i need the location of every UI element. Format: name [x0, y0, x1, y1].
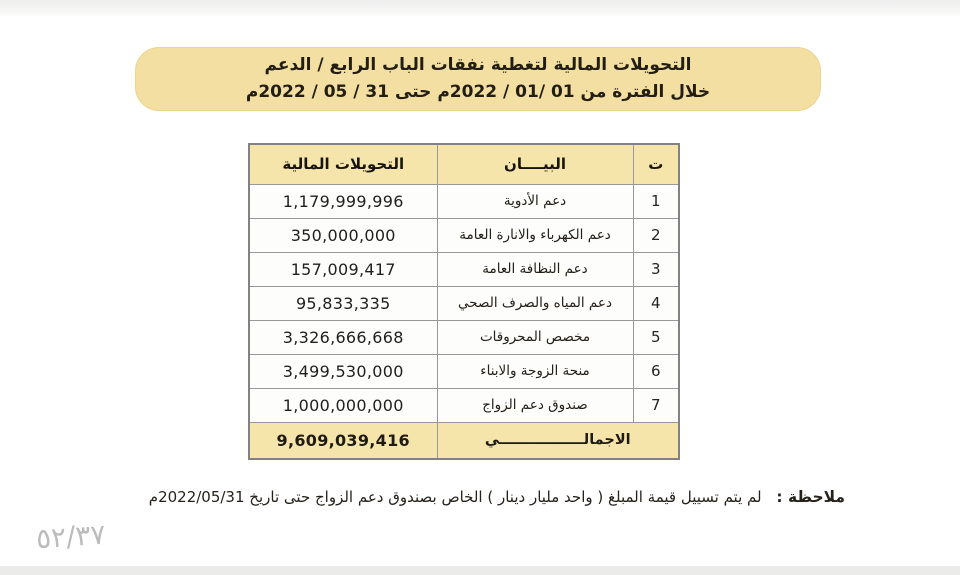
header-serial: ت	[633, 144, 679, 184]
row-serial: 3	[633, 252, 679, 286]
handwritten-page-number: ٥٢/٣٧	[34, 517, 107, 556]
table-row	[249, 320, 679, 354]
row-serial: 5	[633, 320, 679, 354]
report-title-banner	[135, 47, 821, 111]
footnote-label: ملاحظة :	[776, 488, 845, 506]
table-row	[249, 286, 679, 320]
row-description: مخصص المحروقات	[437, 320, 633, 354]
row-amount: 157,009,417	[249, 252, 437, 286]
table-row	[249, 354, 679, 388]
table-body	[249, 184, 679, 422]
table-header-row	[249, 144, 679, 184]
row-description: منحة الزوجة والابناء	[437, 354, 633, 388]
row-amount: 95,833,335	[249, 286, 437, 320]
row-amount: 1,000,000,000	[249, 388, 437, 422]
total-label: الاجمالـــــــــــــــــي	[437, 422, 679, 459]
table-row	[249, 218, 679, 252]
table-total-row	[249, 422, 679, 459]
transfers-table	[248, 143, 680, 460]
header-description: البيــــان	[437, 144, 633, 184]
report-title-line2: خلال الفترة من 01 /01 / 2022م حتى 31 / 05 / 2022م	[245, 82, 711, 102]
photo-bottom-edge	[0, 566, 960, 575]
row-description: صندوق دعم الزواج	[437, 388, 633, 422]
footnote-text: لم يتم تسييل قيمة المبلغ ( واحد مليار دينار ) الخاص بصندوق دعم الزواج حتى تاريخ 2022/05/31م	[148, 488, 762, 506]
header-amount: التحويلات المالية	[249, 144, 437, 184]
row-amount: 3,326,666,668	[249, 320, 437, 354]
row-amount: 350,000,000	[249, 218, 437, 252]
total-amount: 9,609,039,416	[249, 422, 437, 459]
table-row	[249, 388, 679, 422]
row-amount: 3,499,530,000	[249, 354, 437, 388]
row-serial: 7	[633, 388, 679, 422]
row-description: دعم المياه والصرف الصحي	[437, 286, 633, 320]
row-serial: 4	[633, 286, 679, 320]
table-row	[249, 184, 679, 218]
row-description: دعم النظافة العامة	[437, 252, 633, 286]
footnote	[149, 488, 845, 506]
row-serial: 2	[633, 218, 679, 252]
row-serial: 1	[633, 184, 679, 218]
row-description: دعم الأدوية	[437, 184, 633, 218]
photo-top-edge	[0, 0, 960, 17]
table-row	[249, 252, 679, 286]
row-description: دعم الكهرباء والانارة العامة	[437, 218, 633, 252]
report-title-line1: التحويلات المالية لتغطية نفقات الباب الرابع / الدعم	[264, 55, 692, 75]
row-serial: 6	[633, 354, 679, 388]
row-amount: 1,179,999,996	[249, 184, 437, 218]
